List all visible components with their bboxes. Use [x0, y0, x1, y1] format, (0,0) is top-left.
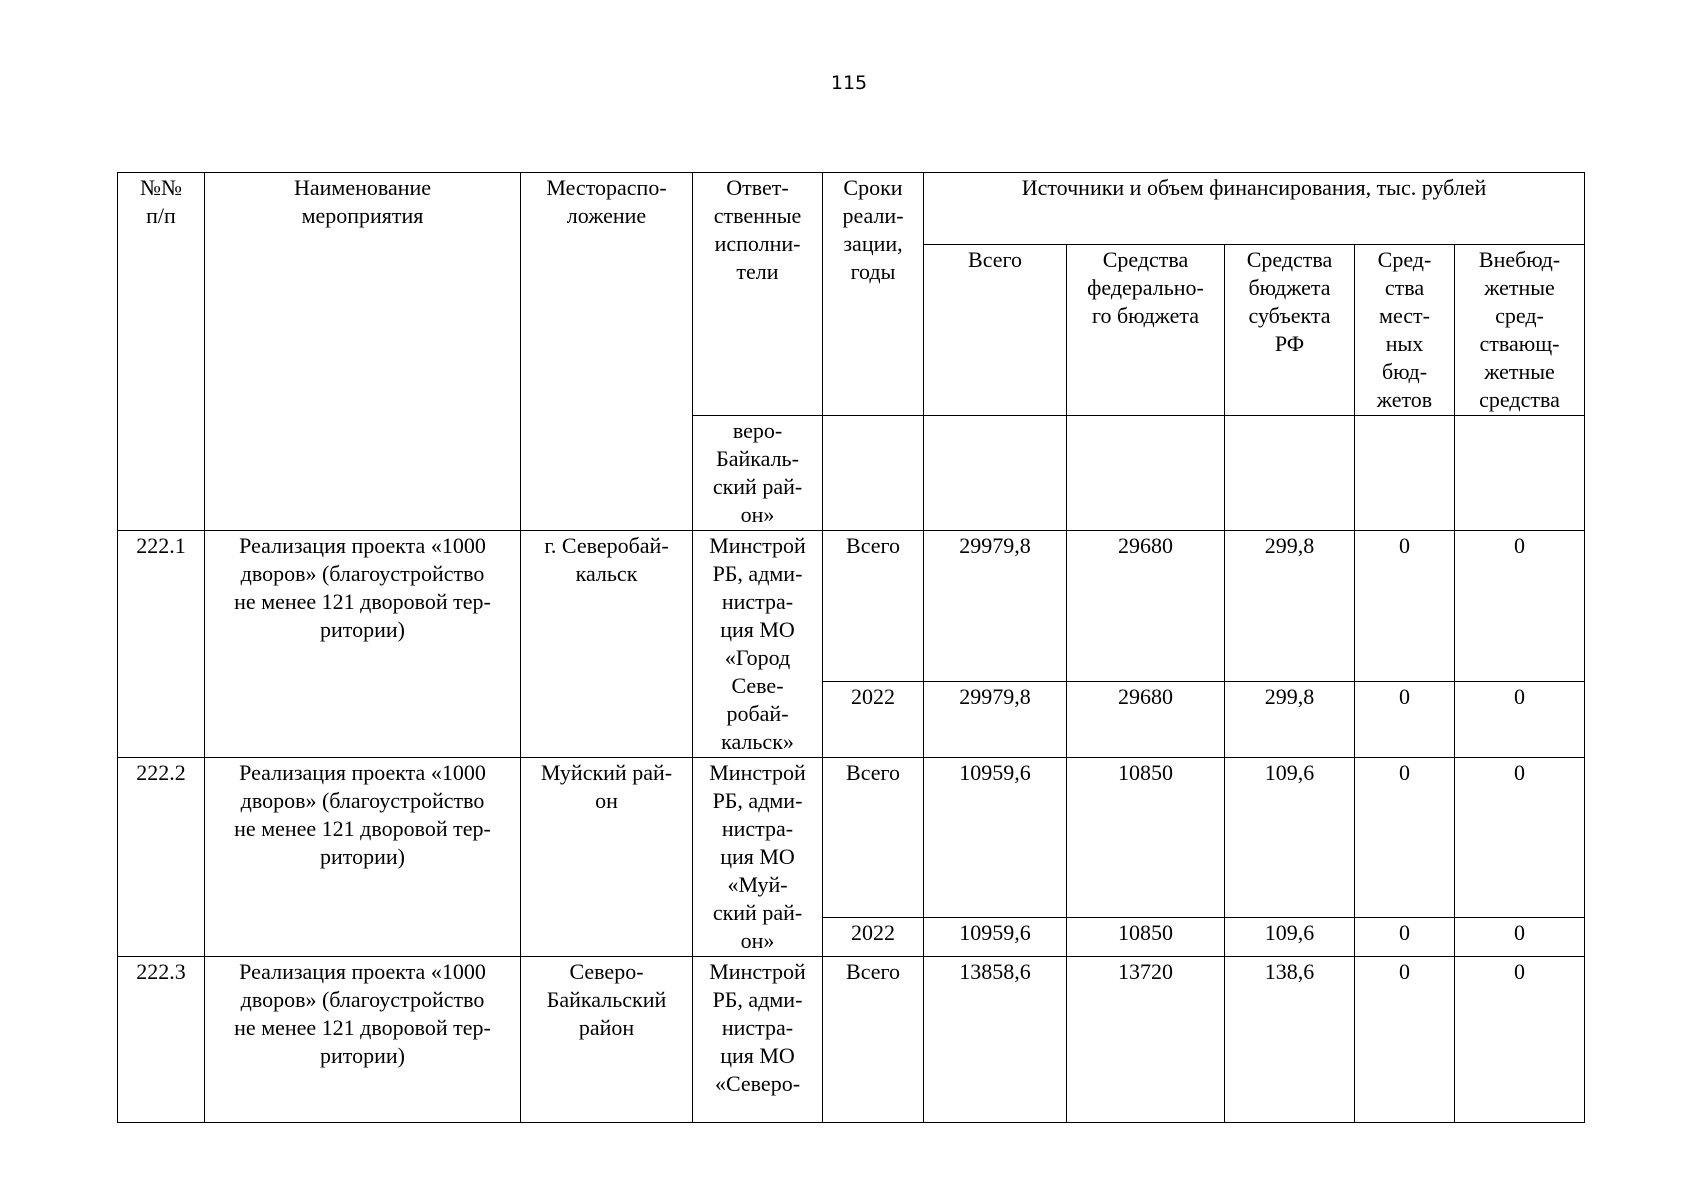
continuation-empty [1455, 416, 1585, 531]
header-name: Наименование мероприятия [205, 173, 521, 531]
row-location: г. Северобай- кальск [521, 531, 693, 758]
row-extra: 0 [1455, 957, 1585, 1123]
row-period: Всего [823, 531, 924, 682]
header-local: Сред- ства мест- ных бюд- жетов [1355, 245, 1455, 416]
row-local: 0 [1355, 531, 1455, 682]
row-location: Северо- Байкальский район [521, 957, 693, 1123]
row-num: 222.3 [118, 957, 205, 1123]
continuation-empty [924, 416, 1067, 531]
row-extra: 0 [1455, 531, 1585, 682]
header-num: №№ п/п [118, 173, 205, 531]
row-period: 2022 [823, 918, 924, 957]
row-extra: 0 [1455, 682, 1585, 758]
row-local: 0 [1355, 758, 1455, 918]
row-name: Реализация проекта «1000 дворов» (благоустройство не менее 121 дворовой тер- ритории) [205, 758, 521, 957]
header-regional: Средства бюджета субъекта РФ [1225, 245, 1355, 416]
continuation-empty [1067, 416, 1225, 531]
table-row [118, 531, 1585, 682]
row-name: Реализация проекта «1000 дворов» (благоустройство не менее 121 дворовой тер- ритории) [205, 531, 521, 758]
row-period: Всего [823, 957, 924, 1123]
header-sources: Источники и объем финансирования, тыс. рублей [924, 173, 1585, 245]
row-federal: 29680 [1067, 531, 1225, 682]
row-federal: 10850 [1067, 758, 1225, 918]
row-responsible: Минстрой РБ, адми- нистра- ция МО «Муй- ский рай- он» [693, 758, 823, 957]
row-total: 29979,8 [924, 682, 1067, 758]
row-total: 13858,6 [924, 957, 1067, 1123]
row-period: 2022 [823, 682, 924, 758]
row-name: Реализация проекта «1000 дворов» (благоустройство не менее 121 дворовой тер- ритории) [205, 957, 521, 1123]
row-location: Муйский рай- он [521, 758, 693, 957]
row-regional: 299,8 [1225, 682, 1355, 758]
row-total: 29979,8 [924, 531, 1067, 682]
table-row [118, 758, 1585, 918]
row-local: 0 [1355, 957, 1455, 1123]
row-total: 10959,6 [924, 758, 1067, 918]
row-extra: 0 [1455, 758, 1585, 918]
continuation-responsible: веро- Байкаль- ский рай- он» [693, 416, 823, 531]
continuation-empty [1355, 416, 1455, 531]
row-local: 0 [1355, 682, 1455, 758]
header-extra: Внебюд- жетные сред- ствающ- жетные средства [1455, 245, 1585, 416]
header-row [118, 173, 1585, 245]
row-federal: 29680 [1067, 682, 1225, 758]
page-number: 115 [830, 72, 868, 94]
continuation-empty [823, 416, 924, 531]
row-federal: 13720 [1067, 957, 1225, 1123]
header-total: Всего [924, 245, 1067, 416]
header-location: Местораспо- ложение [521, 173, 693, 531]
row-federal: 10850 [1067, 918, 1225, 957]
row-responsible: Минстрой РБ, адми- нистра- ция МО «Город Севе- робай- кальск» [693, 531, 823, 758]
row-regional: 138,6 [1225, 957, 1355, 1123]
row-regional: 299,8 [1225, 531, 1355, 682]
row-extra: 0 [1455, 918, 1585, 957]
header-responsible: Ответ- ственные исполни- тели [693, 173, 823, 416]
row-responsible: Минстрой РБ, адми- нистра- ция МО «Северо- [693, 957, 823, 1123]
header-period: Сроки реали- зации, годы [823, 173, 924, 416]
row-total: 10959,6 [924, 918, 1067, 957]
continuation-empty [1225, 416, 1355, 531]
row-num: 222.1 [118, 531, 205, 758]
row-local: 0 [1355, 918, 1455, 957]
financing-table [117, 172, 1585, 1123]
row-regional: 109,6 [1225, 918, 1355, 957]
header-federal: Средства федерально- го бюджета [1067, 245, 1225, 416]
row-period: Всего [823, 758, 924, 918]
table-row [118, 957, 1585, 1123]
row-num: 222.2 [118, 758, 205, 957]
row-regional: 109,6 [1225, 758, 1355, 918]
